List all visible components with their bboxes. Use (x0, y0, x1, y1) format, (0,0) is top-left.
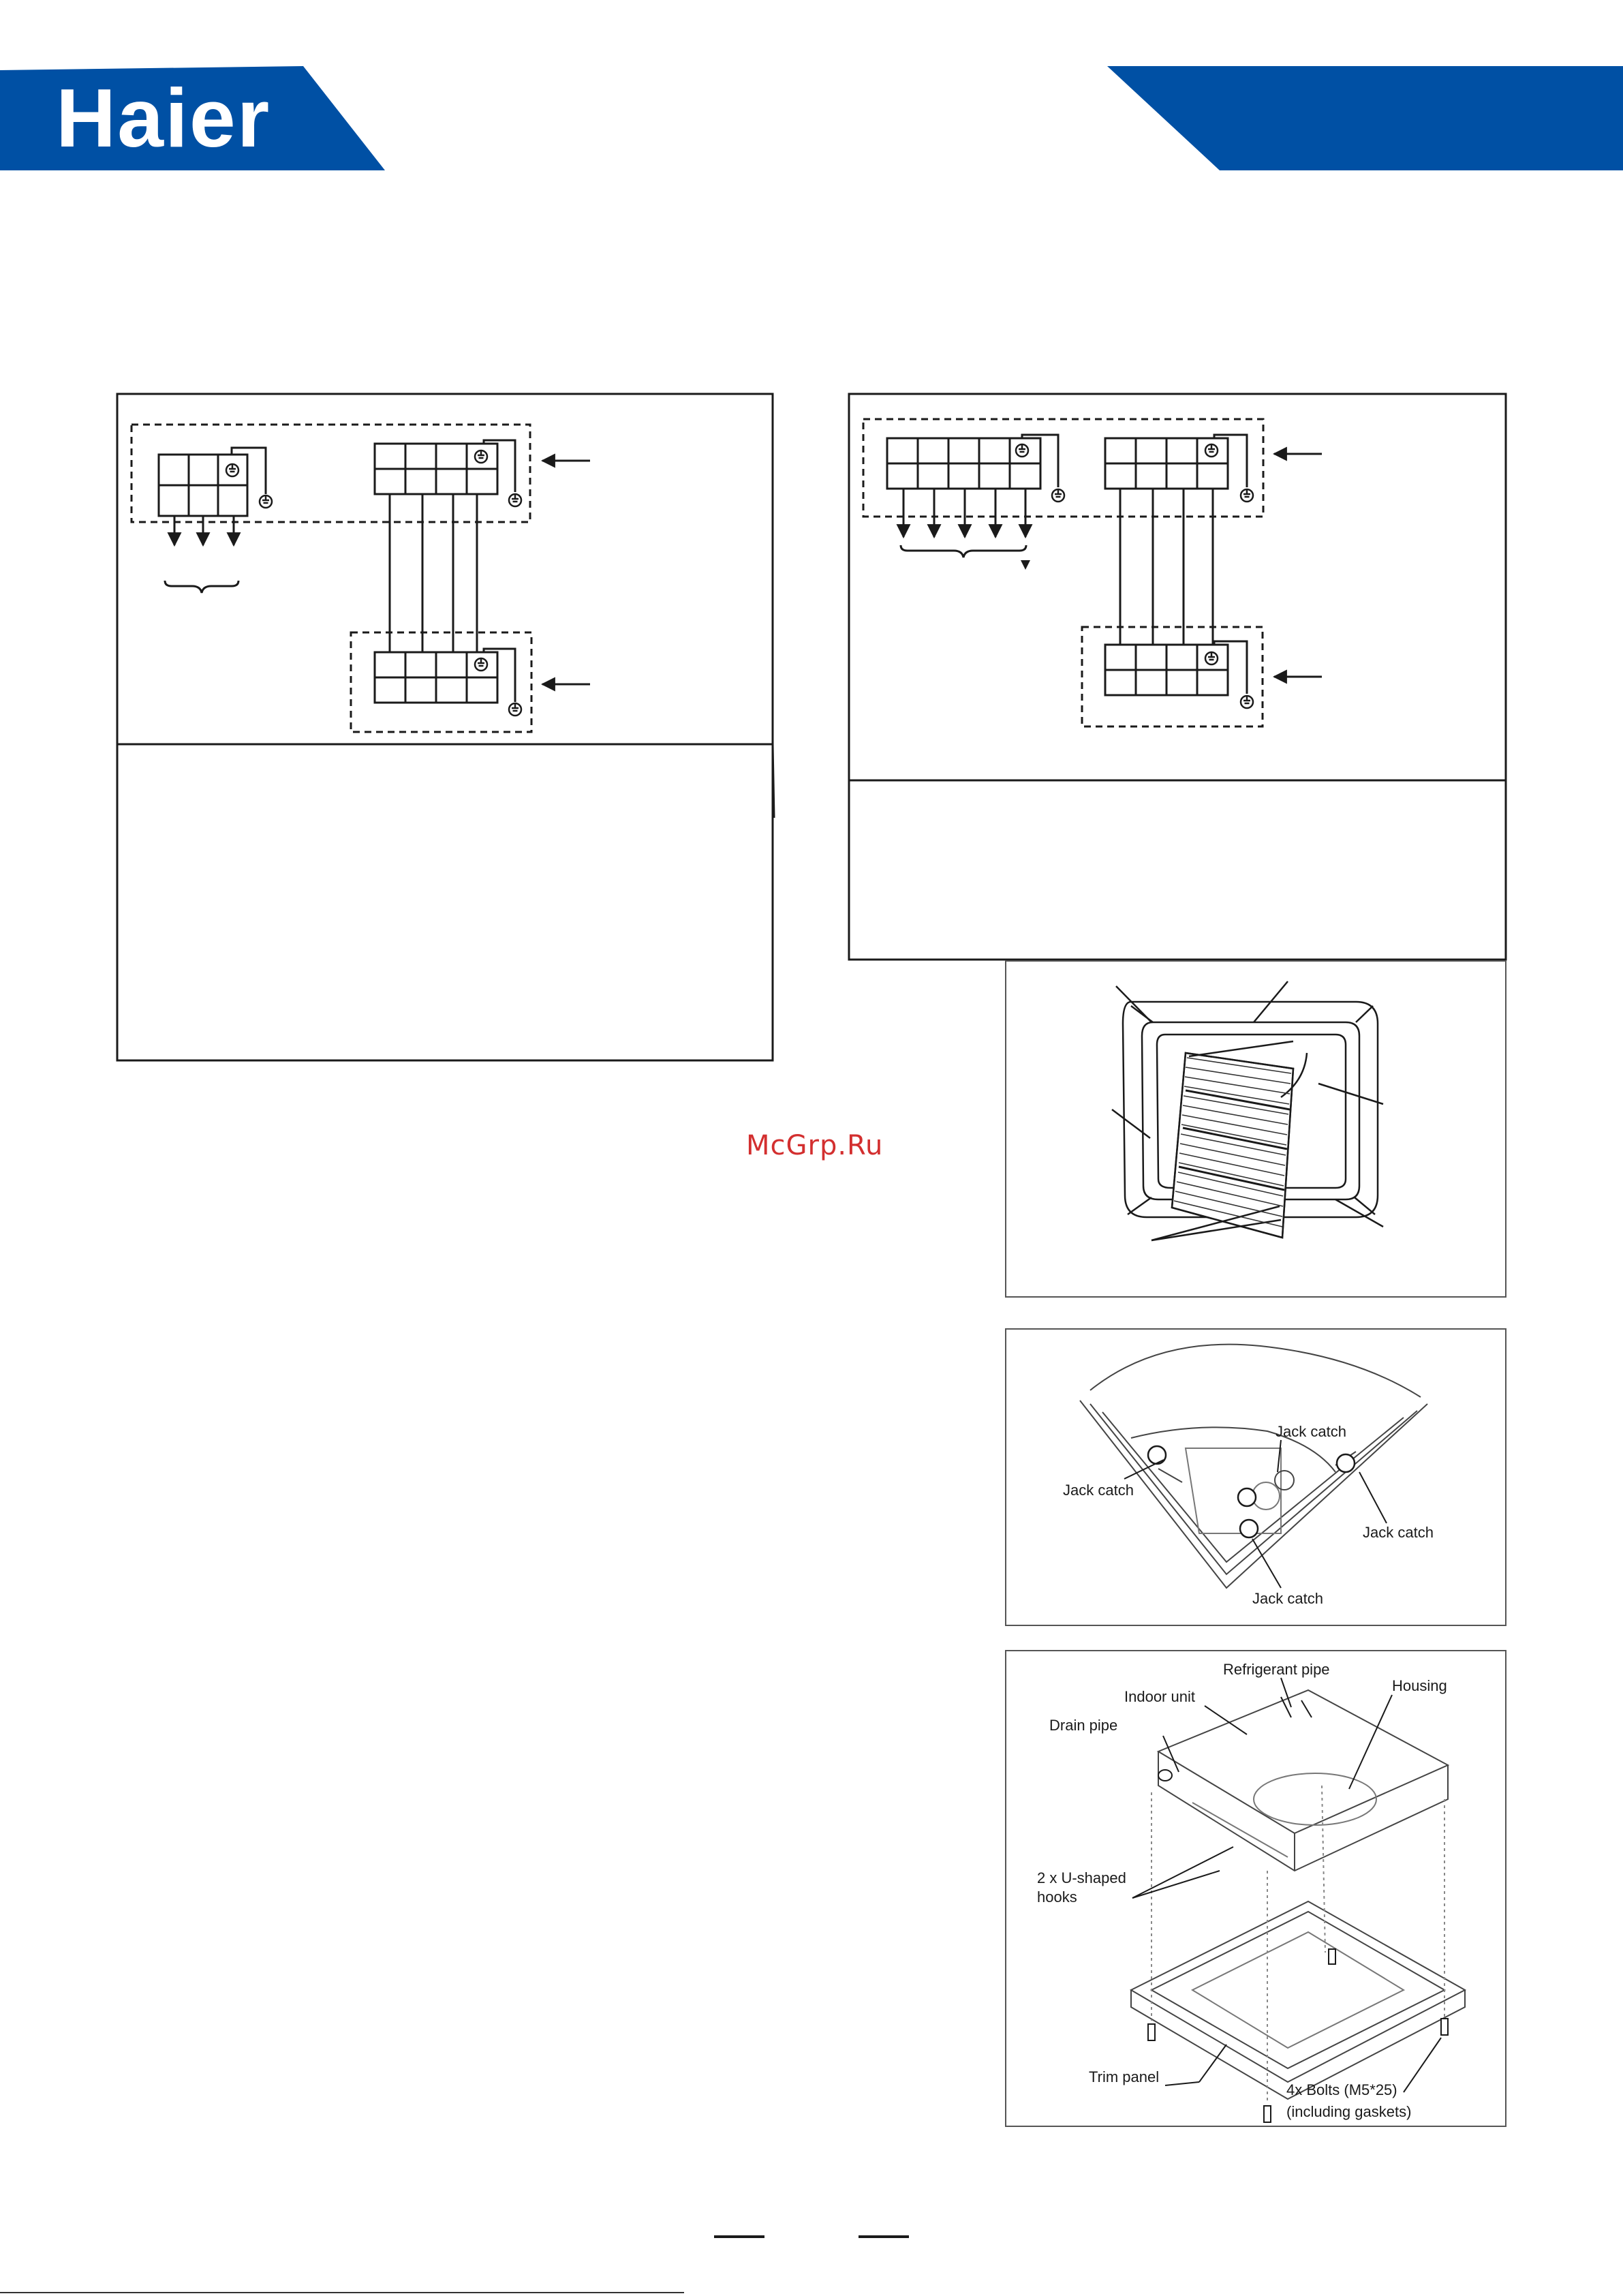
jack-circle-bottom (1240, 1520, 1258, 1537)
drain-pipe-label: Drain pipe (1049, 1717, 1118, 1734)
jack-catch-label-top: Jack catch (1276, 1423, 1346, 1440)
refrigerant-pipe-label: Refrigerant pipe (1223, 1661, 1330, 1678)
haier-logo: Haier (56, 72, 271, 164)
bolts-label-1: 4x Bolts (M5*25) (1286, 2081, 1397, 2098)
right-ground-symbols (1016, 444, 1253, 708)
small-arrowhead (1021, 560, 1030, 570)
jack-catch-label-right: Jack catch (1363, 1524, 1434, 1541)
jack-circle-right (1337, 1454, 1355, 1472)
right-wiring-panel (849, 394, 1506, 960)
left-wiring-panel (117, 394, 774, 1060)
jack-circle-center (1238, 1488, 1256, 1506)
jack-catch-label-bottom: Jack catch (1252, 1590, 1323, 1607)
watermark-text: McGrp.Ru (746, 1130, 884, 1161)
wiring-diagrams (0, 0, 1623, 1090)
trim-panel-label: Trim panel (1089, 2068, 1160, 2085)
u-hooks-label-2: hooks (1037, 1888, 1077, 1905)
jack-catch-label-left: Jack catch (1063, 1482, 1134, 1499)
bolts-label-2: (including gaskets) (1286, 2103, 1412, 2120)
jack-circle-left (1148, 1446, 1166, 1464)
housing-label: Housing (1392, 1677, 1447, 1694)
u-hooks-label-1: 2 x U-shaped (1037, 1869, 1126, 1886)
indoor-unit-label: Indoor unit (1124, 1688, 1195, 1705)
